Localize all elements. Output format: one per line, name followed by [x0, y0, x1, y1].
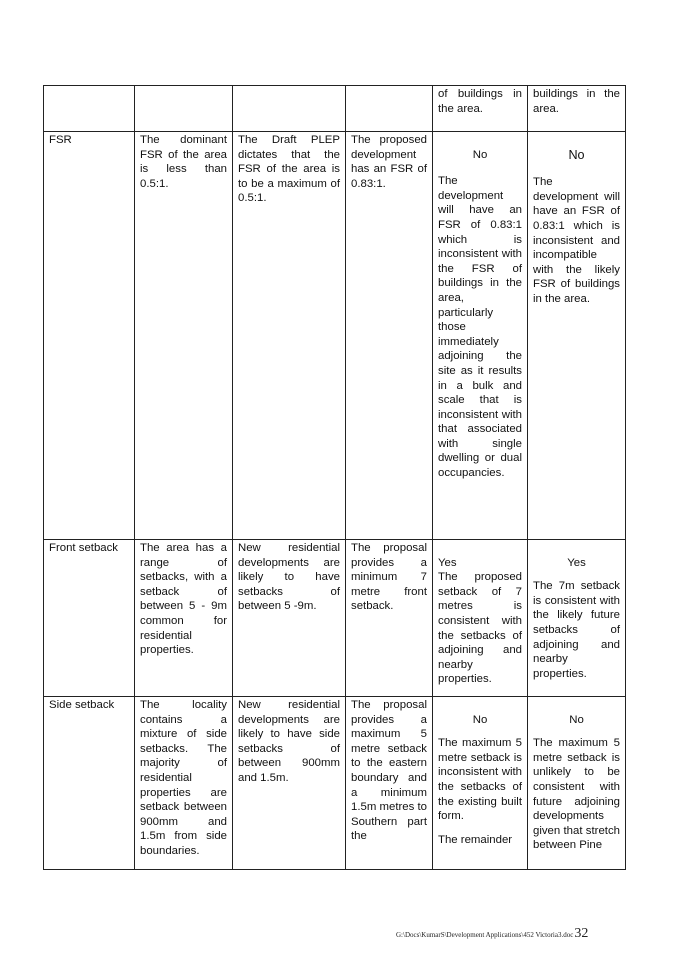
- verdict-no: No: [569, 713, 584, 726]
- cell-consistency-existing-front: [433, 540, 528, 697]
- file-path: G:\Docs\KumarS\Development Applications\452 Victoria3.doc: [396, 931, 574, 939]
- cell-consistency-future-side: [528, 697, 626, 870]
- cell-text: The proposed setback of 7 metres is consistent with the setbacks of adjoining and nearby properties.: [438, 571, 522, 686]
- cell-existing: [135, 86, 233, 132]
- page-footer: [396, 926, 588, 942]
- cell-draft-plep: [233, 86, 346, 132]
- cell-existing-front: The area has a range of setbacks, with a setback of between 5 - 9m common for residential properties.: [135, 540, 233, 697]
- cell-text: The development will have an FSR of 0.83:1 which is inconsistent with the FSR of buildings in the area, particularly those immediately adjoining the site as it results in a bulk and scale that is inconsistent with that associated with single dwelling or dual occupancies.: [438, 175, 522, 480]
- cell-draft-plep-front: New residential developments are likely to have setbacks of between 5 -9m.: [233, 540, 346, 697]
- cell-proposal-side: The proposal provides a maximum 5 metre setback to the eastern boundary and a minimum 1.5m metres to Southern part the: [346, 697, 433, 870]
- assessment-table: [43, 85, 626, 870]
- row-label-fsr: FSR: [44, 132, 135, 540]
- cell-consistency-future-fsr: [528, 132, 626, 540]
- cell-consistency-existing-side: [433, 697, 528, 870]
- row-label-side-setback: Side setback: [44, 697, 135, 870]
- cell-text: The maximum 5 metre setback is inconsistent with the setbacks of the existing built form.: [438, 737, 522, 823]
- cell-consistency-future: buildings in the area.: [528, 86, 626, 132]
- cell-proposal-front: The proposal provides a minimum 7 metre front setback.: [346, 540, 433, 697]
- verdict-no: No: [472, 713, 488, 726]
- cell-label: [44, 86, 135, 132]
- cell-draft-plep-side: New residential developments are likely to have side setbacks of between 900mm and 1.5m.: [233, 697, 346, 870]
- cell-consistency-future-front: [528, 540, 626, 697]
- cell-draft-plep-fsr: The Draft PLEP dictates that the FSR of the area is to be a maximum of 0.5:1.: [233, 132, 346, 540]
- cell-proposal: [346, 86, 433, 132]
- table-row-fsr: [44, 132, 626, 540]
- cell-text: The 7m setback is consistent with the likely future setbacks of adjoining and nearby properties.: [533, 580, 620, 680]
- cell-existing-side: The locality contains a mixture of side setbacks. The majority of residential properties are setback between 900mm and 1.5m from side boundaries.: [135, 697, 233, 870]
- cell-text-continued: The remainder: [438, 833, 513, 846]
- verdict-yes: Yes: [567, 556, 586, 569]
- cell-consistency-existing: of buildings in the area.: [433, 86, 528, 132]
- table-row-side-setback: [44, 697, 626, 870]
- cell-text: The development will have an FSR of 0.83:1 which is inconsistent and incompatible with the likely FSR of buildings in the area.: [533, 176, 620, 305]
- row-label-front-setback: Front setback: [44, 540, 135, 697]
- verdict-yes: Yes: [438, 556, 457, 569]
- cell-consistency-existing-fsr: [433, 132, 528, 540]
- verdict-no: No: [472, 148, 488, 161]
- verdict-no: No: [568, 147, 585, 162]
- table-row-continued: [44, 86, 626, 132]
- table-row-front-setback: [44, 540, 626, 697]
- cell-proposal-fsr: The proposed development has an FSR of 0.83:1.: [346, 132, 433, 540]
- cell-text: The maximum 5 metre setback is unlikely to be consistent with future adjoining developments given that stretch between Pine: [533, 737, 620, 852]
- page-number: 32: [574, 926, 589, 941]
- cell-existing-fsr: The dominant FSR of the area is less than 0.5:1.: [135, 132, 233, 540]
